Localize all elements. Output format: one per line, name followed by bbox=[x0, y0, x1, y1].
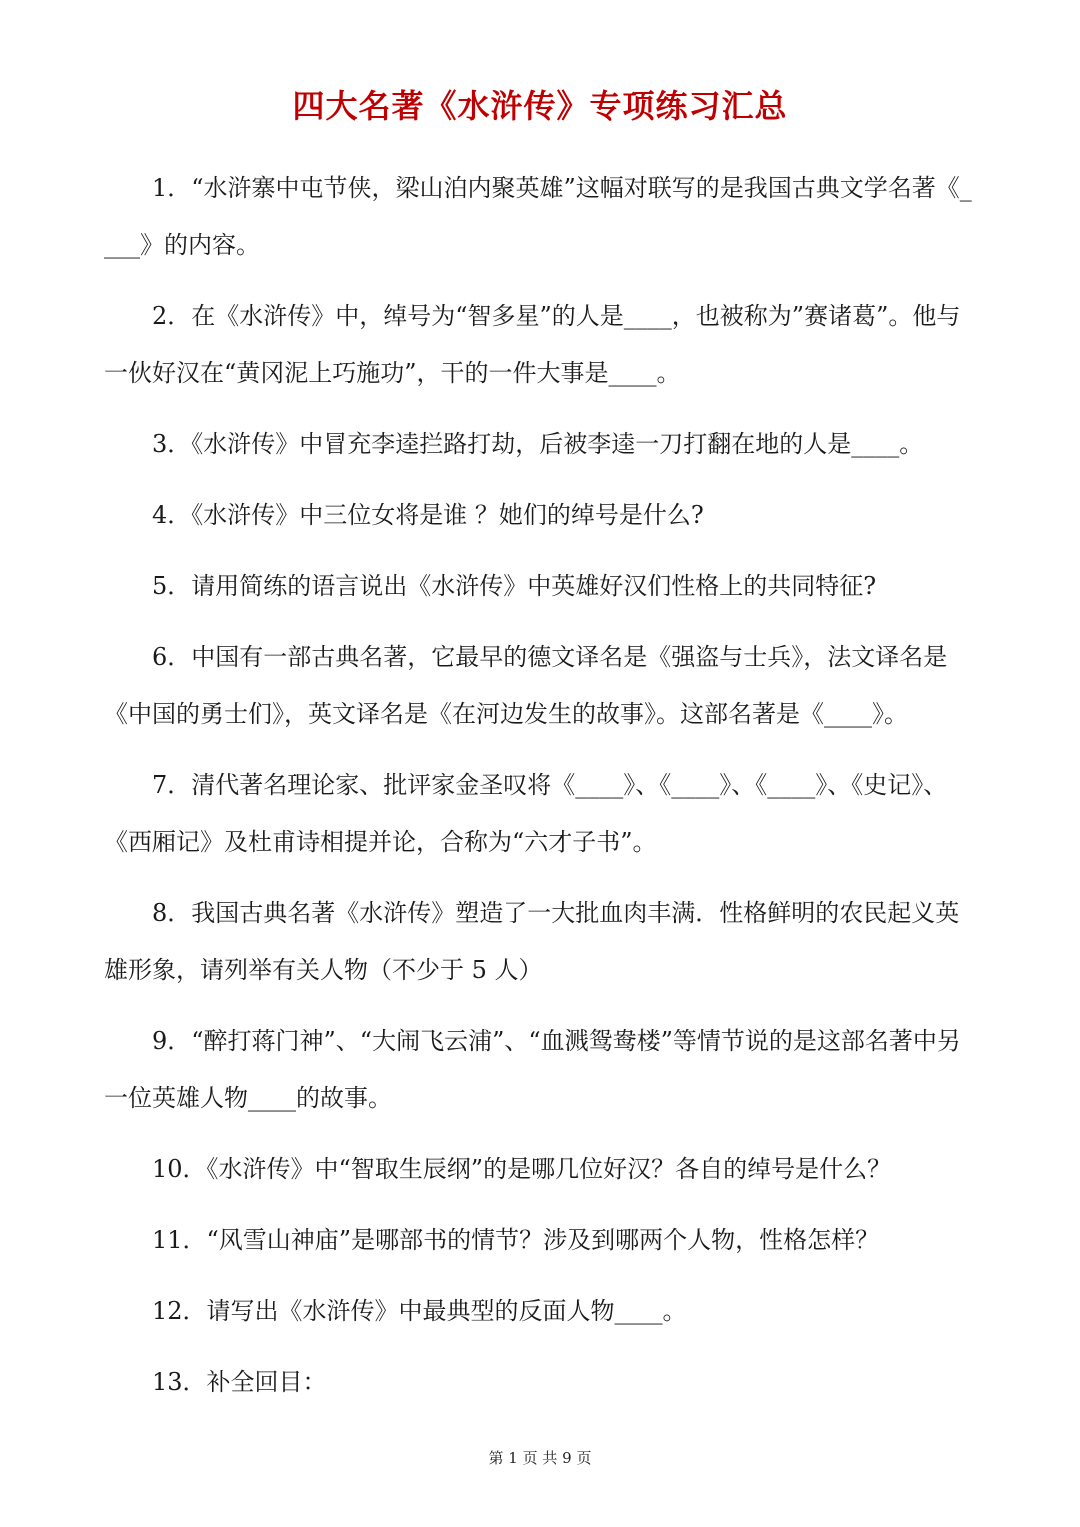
question-11: 11．“风雪山神庙”是哪部书的情节？涉及到哪两个人物，性格怎样？ bbox=[152, 1226, 880, 1254]
page-title: 四大名著《水浒传》专项练习汇总 bbox=[292, 87, 788, 125]
question-10: 10．《水浒传》中“智取生辰纲”的是哪几位好汉？各自的绰号是什么？ bbox=[152, 1155, 892, 1183]
question-3: 3．《水浒传》中冒充李逵拦路打劫，后被李逵一刀打翻在地的人是____。 bbox=[152, 430, 924, 458]
question-9: 9．“醉打蒋门神”、“大闹飞云浦”、“血溅鸳鸯楼”等情节说的是这部名著中另一位英雄人物____的故事。 bbox=[104, 1027, 961, 1112]
question-13: 13．补全回目： bbox=[152, 1368, 327, 1396]
question-1: 1．“水浒寨中屯节侠，梁山泊内聚英雄”这幅对联写的是我国古典文学名著《____》的内容。 bbox=[104, 174, 972, 259]
question-8: 8．我国古典名著《水浒传》塑造了一大批血肉丰满．性格鲜明的农民起义英雄形象，请列举有关人物（不少于 5 人） bbox=[104, 899, 960, 984]
question-4: 4．《水浒传》中三位女将是谁 ？她们的绰号是什么? bbox=[152, 501, 704, 529]
question-list bbox=[104, 160, 980, 1425]
question-6: 6．中国有一部古典名著，它最早的德文译名是《强盗与士兵》，法文译名是《中国的勇士们》，英文译名是《在河边发生的故事》。这部名著是《____》。 bbox=[104, 643, 948, 728]
page-footer: 第 1 页 共 9 页 bbox=[488, 1449, 592, 1467]
question-5: 5．请用简练的语言说出《水浒传》中英雄好汉们性格上的共同特征? bbox=[152, 572, 877, 600]
question-2: 2．在《水浒传》中，绰号为“智多星”的人是____，也被称为”赛诸葛”。他与一伙好汉在“黄冈泥上巧施功”，干的一件大事是____。 bbox=[104, 302, 961, 387]
question-7: 7．清代著名理论家、批评家金圣叹将《____》、《____》、《____》、《史记》、《西厢记》及杜甫诗相提并论，合称为“六才子书”。 bbox=[104, 771, 948, 856]
question-12: 12．请写出《水浒传》中最典型的反面人物____。 bbox=[152, 1297, 687, 1325]
